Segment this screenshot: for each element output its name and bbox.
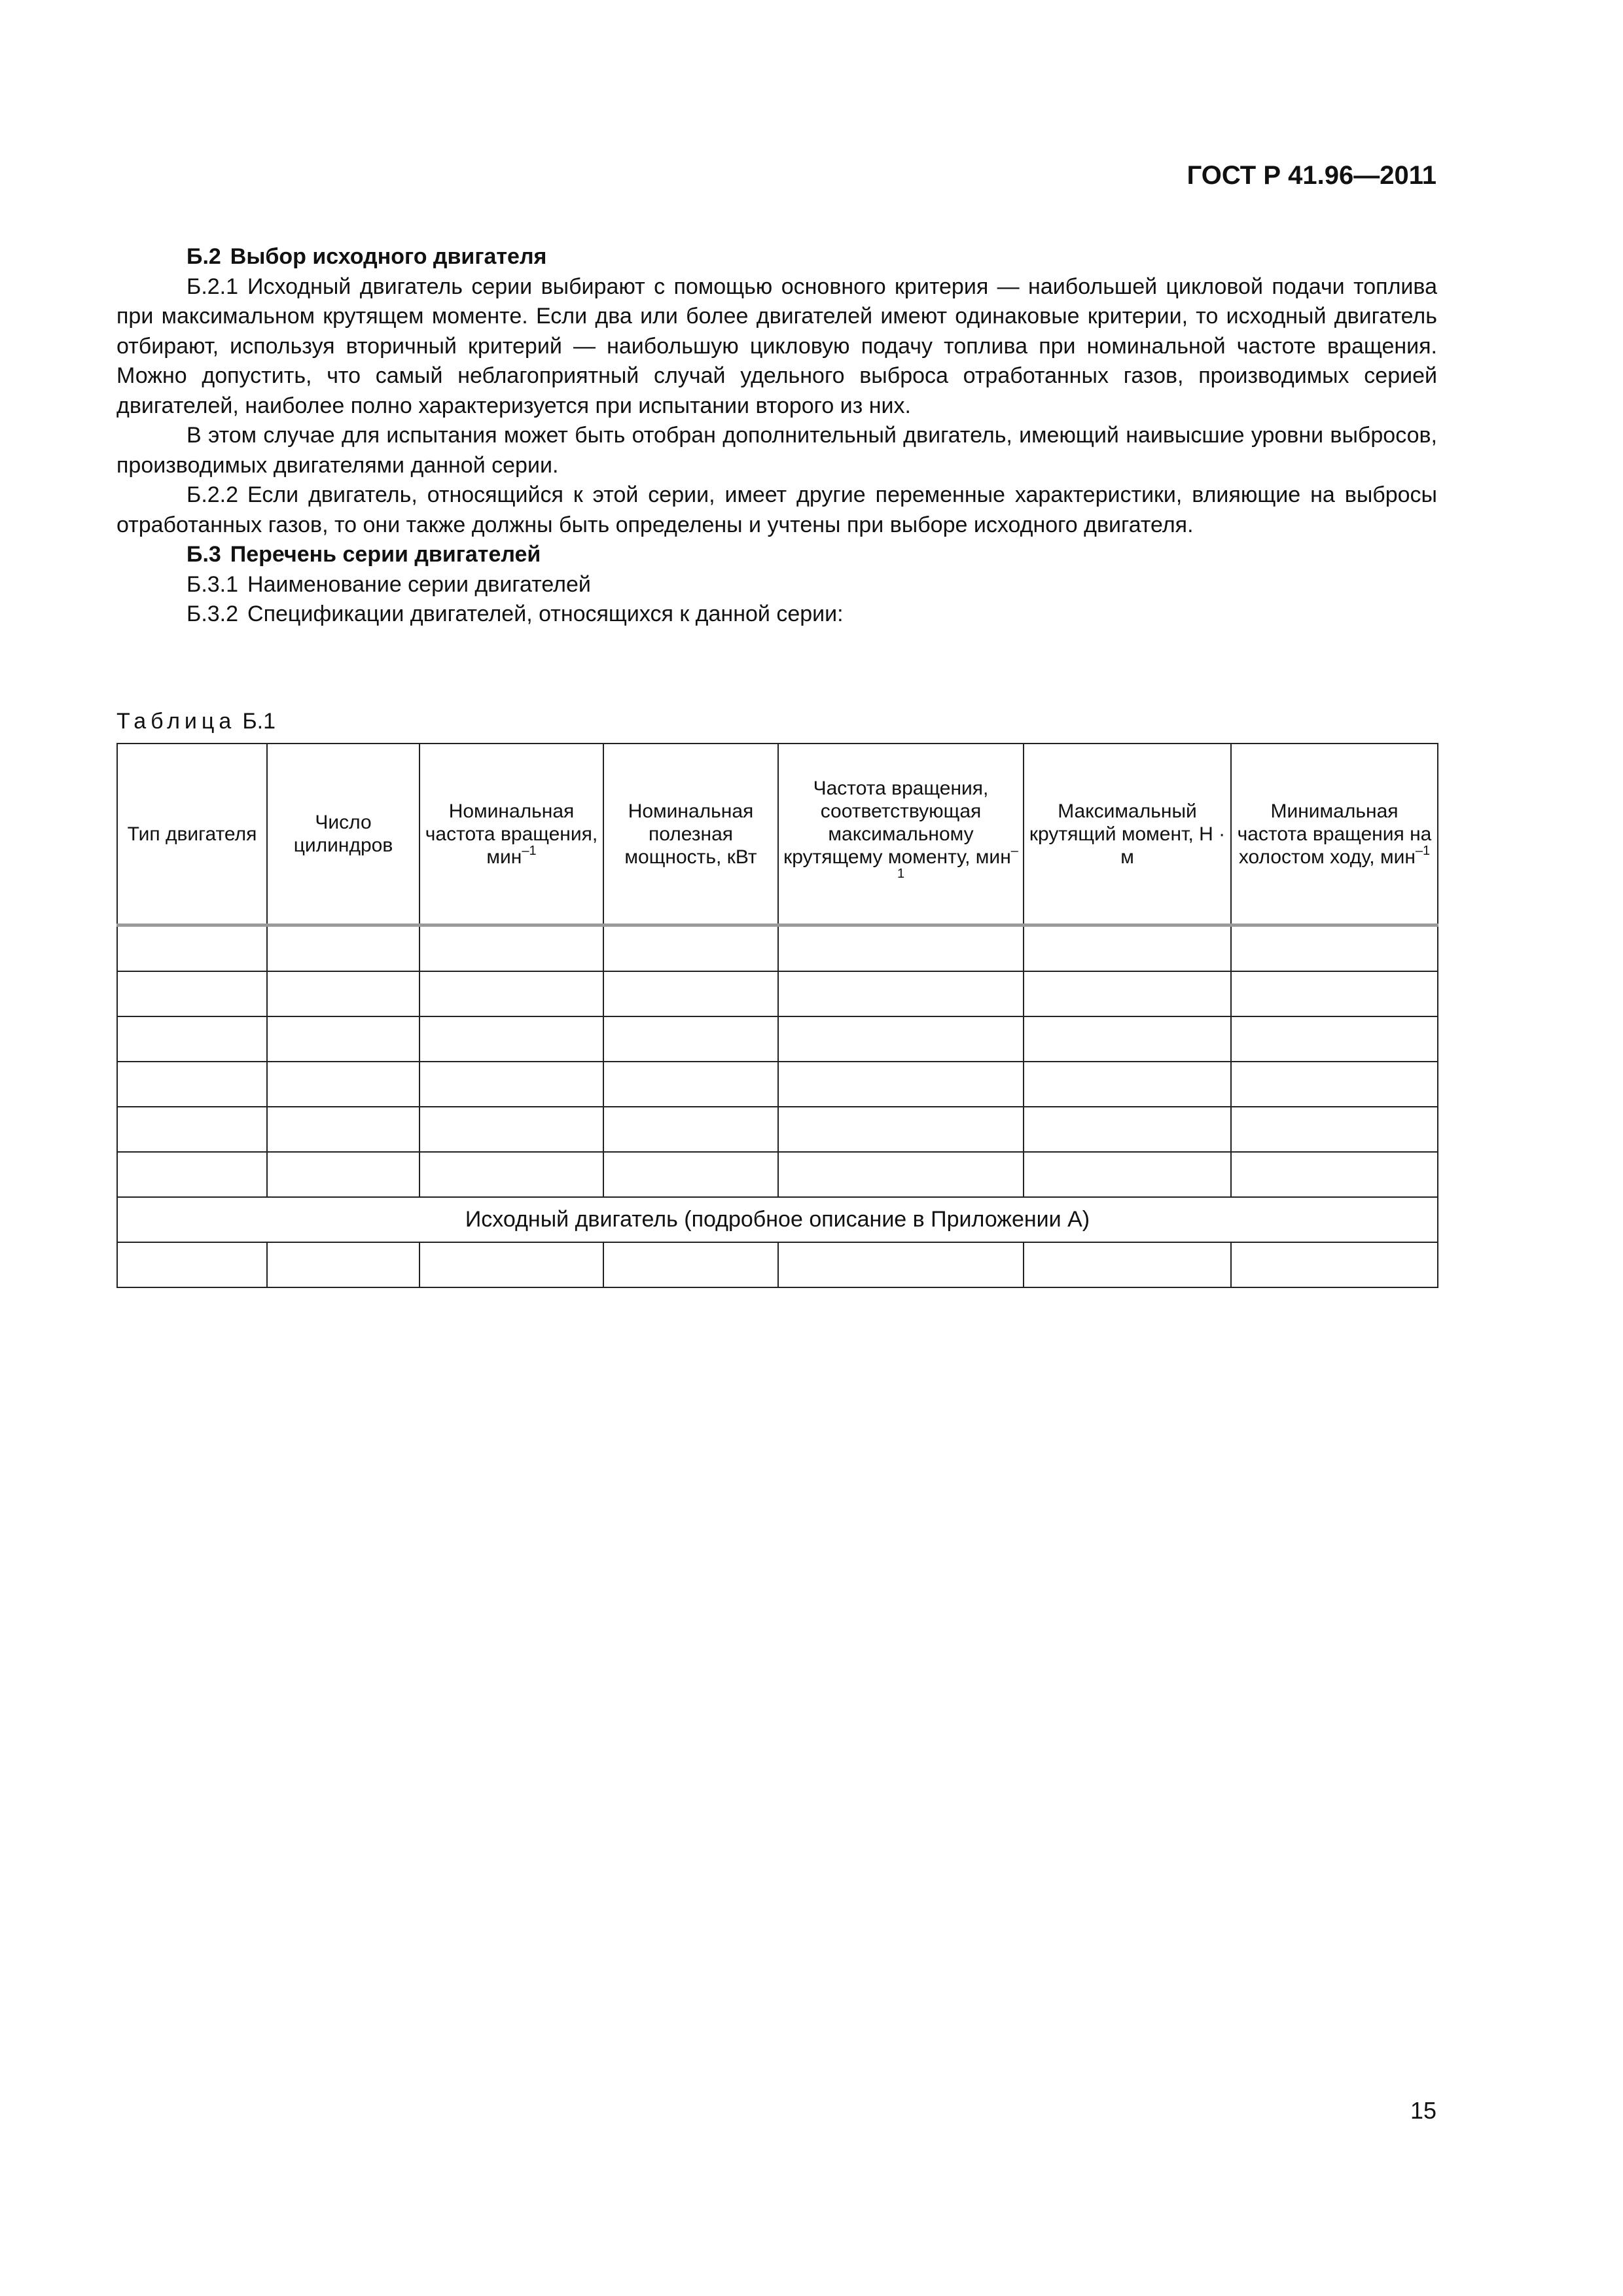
table-cell	[117, 1062, 267, 1107]
table-row	[117, 925, 1438, 972]
table-cell	[603, 925, 778, 972]
header-text: Максимальный крутящий момент, Н · м	[1029, 800, 1226, 868]
table-cell	[267, 1107, 419, 1152]
table-cell	[419, 1152, 603, 1197]
clause-text: Наименование серии двигателей	[247, 571, 591, 597]
table-caption-number: Б.1	[242, 709, 276, 734]
table-cell	[778, 971, 1024, 1016]
table-cell	[117, 1016, 267, 1062]
clause-number: Б.2.2	[187, 482, 239, 507]
table-cell	[419, 1242, 603, 1287]
header-text: Номинальная полезная мощность, кВт	[624, 800, 757, 868]
clause-text: В этом случае для испытания может быть отобран дополнительный двигатель, имеющий наивысшие уровни выбросов, производимых двигателями данной серии.	[116, 423, 1437, 478]
table-cell	[603, 1107, 778, 1152]
table-cell	[778, 1062, 1024, 1107]
table-cell	[419, 1016, 603, 1062]
table-cell	[267, 1242, 419, 1287]
table-row	[117, 971, 1438, 1016]
document-body	[116, 242, 1437, 630]
table-cell	[117, 1152, 267, 1197]
table-cell	[267, 925, 419, 972]
table-cell	[1231, 1062, 1438, 1107]
table-cell	[419, 1062, 603, 1107]
table-cell	[778, 1242, 1024, 1287]
table-cell	[603, 1152, 778, 1197]
table-cell	[1231, 1016, 1438, 1062]
document-code: ГОСТ Р 41.96—2011	[1186, 161, 1436, 190]
table-cell	[267, 971, 419, 1016]
page-number: 15	[1410, 2097, 1436, 2124]
table-cell	[117, 1242, 267, 1287]
clause-number: Б.2.1	[187, 274, 239, 299]
section-number: Б.3	[187, 542, 221, 567]
header-superscript: –1	[897, 843, 1018, 881]
column-header	[778, 744, 1024, 925]
clause-text: Если двигатель, относящийся к этой серии, имеет другие переменные характеристики, влияющие на выбросы отработанных газов, то они также должны быть определены и учтены при выборе исходного двигателя.	[116, 482, 1437, 537]
section-title: Выбор исходного двигателя	[230, 244, 547, 269]
table-cell	[1231, 1152, 1438, 1197]
table-row	[117, 1242, 1438, 1287]
table-cell	[603, 1062, 778, 1107]
header-superscript: –1	[522, 843, 537, 858]
column-header	[267, 744, 419, 925]
base-engine-row-label: Исходный двигатель (подробное описание в Приложении А)	[117, 1197, 1438, 1242]
table-row	[117, 1107, 1438, 1152]
section-number: Б.2	[187, 244, 221, 269]
table-cell	[1024, 971, 1231, 1016]
table-cell	[1024, 1242, 1231, 1287]
section-title: Перечень серии двигателей	[230, 542, 541, 567]
column-header	[117, 744, 267, 925]
clause-number: Б.3.2	[187, 601, 239, 626]
table-cell	[778, 925, 1024, 972]
table-cell	[1024, 1152, 1231, 1197]
table-cell	[1024, 925, 1231, 972]
table-cell	[1024, 1016, 1231, 1062]
table-cell	[1024, 1062, 1231, 1107]
paragraph-b2-1	[116, 272, 1437, 422]
paragraph-b2-1-cont	[116, 421, 1437, 480]
header-text: Тип двигателя	[127, 823, 257, 845]
table-cell	[267, 1152, 419, 1197]
table-cell	[1231, 971, 1438, 1016]
section-b2-heading	[116, 242, 1437, 272]
table-caption-word: Таблица	[116, 709, 236, 734]
table-cell	[117, 971, 267, 1016]
table-cell	[117, 925, 267, 972]
table-cell	[603, 1016, 778, 1062]
header-text: Минимальная частота вращения на холостом ходу, мин	[1237, 800, 1432, 868]
table-cell	[419, 971, 603, 1016]
table-cell	[1231, 1107, 1438, 1152]
table-cell	[778, 1107, 1024, 1152]
header-superscript: –1	[1415, 843, 1431, 858]
clause-text: Спецификации двигателей, относящихся к данной серии:	[247, 601, 844, 626]
table-cell	[603, 971, 778, 1016]
table-caption	[116, 707, 276, 736]
table-cell	[419, 1107, 603, 1152]
table-cell	[778, 1016, 1024, 1062]
table-cell	[1024, 1107, 1231, 1152]
header-text: Число цилиндров	[293, 812, 393, 856]
table-row	[117, 1016, 1438, 1062]
paragraph-b2-2	[116, 480, 1437, 540]
clause-text: Исходный двигатель серии выбирают с помощью основного критерия — наибольшей цикловой подачи топлива при максимальном крутящем моменте. Если два или более двигателей имеют одинаковые критерии, то исходный двигатель отбирают, используя вторичный критерий — наибольшую цикловую подачу топлива при номинальной частоте вращения. Можно допустить, что самый неблагоприятный случай удельного выброса отработанных газов, производимых серией двигателей, наиболее полно характеризуется при испытании второго из них.	[116, 274, 1437, 418]
paragraph-b3-2	[116, 600, 1437, 630]
clause-number: Б.3.1	[187, 571, 239, 597]
column-header	[1231, 744, 1438, 925]
header-text: Частота вращения, соответствующая максимальному крутящему моменту, мин	[783, 777, 1011, 868]
table-cell	[603, 1242, 778, 1287]
column-header	[419, 744, 603, 925]
table-cell	[419, 925, 603, 972]
column-header	[1024, 744, 1231, 925]
table-cell	[1231, 1242, 1438, 1287]
table-cell	[778, 1152, 1024, 1197]
table-cell	[267, 1016, 419, 1062]
section-b3-heading	[116, 540, 1437, 570]
table-merged-row	[117, 1197, 1438, 1242]
table-header-row	[117, 744, 1438, 925]
table-row	[117, 1062, 1438, 1107]
header-text: Номинальная частота вращения, мин	[425, 800, 598, 868]
paragraph-b3-1	[116, 570, 1437, 600]
table-cell	[117, 1107, 267, 1152]
table-cell	[1231, 925, 1438, 972]
engine-spec-table	[116, 743, 1438, 1288]
table-row	[117, 1152, 1438, 1197]
column-header	[603, 744, 778, 925]
table-cell	[267, 1062, 419, 1107]
